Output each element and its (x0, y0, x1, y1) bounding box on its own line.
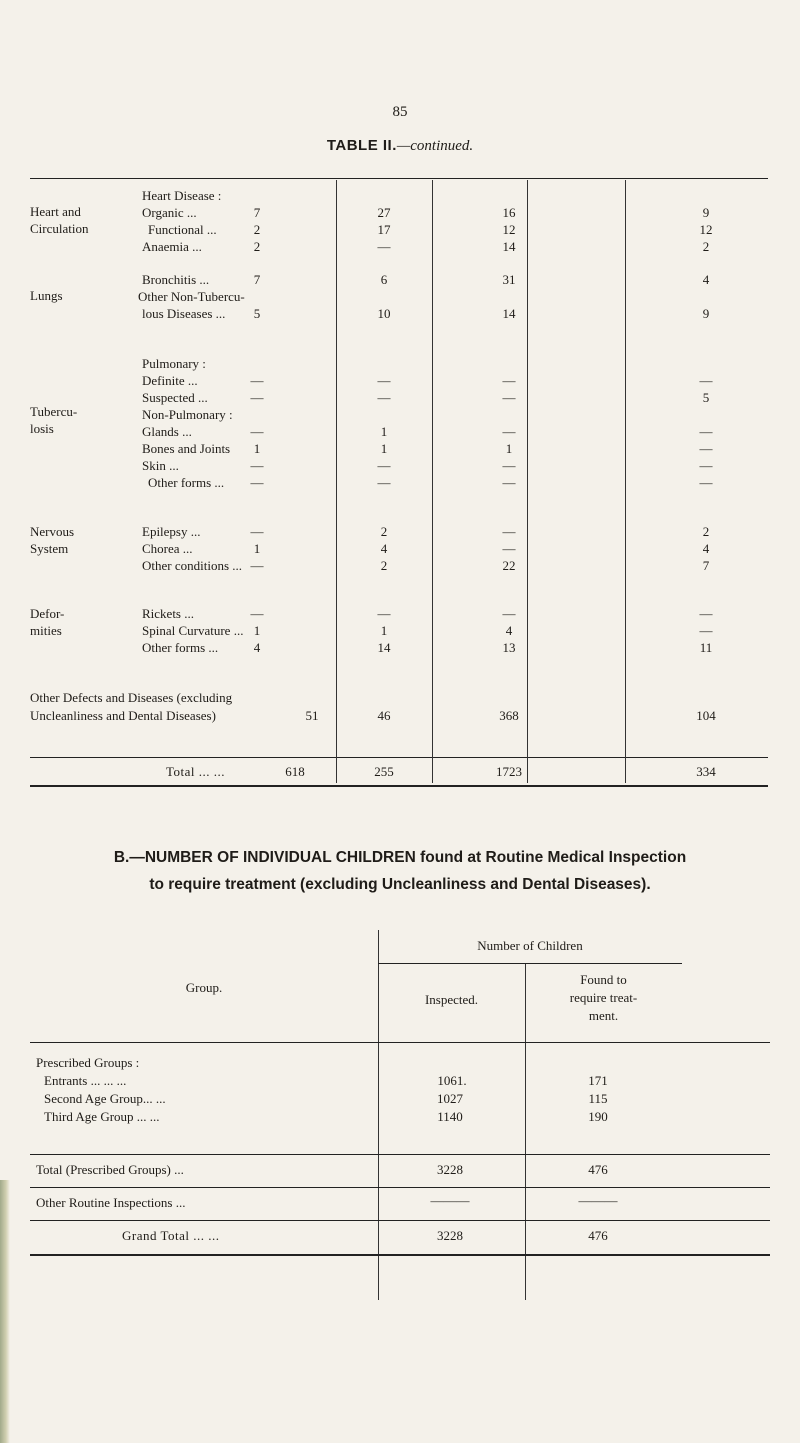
row-label: Entrants ... ... ... (44, 1073, 127, 1088)
cell: 4 (380, 541, 388, 556)
cell: — (699, 475, 713, 490)
cell: 5 (253, 306, 261, 321)
caption-label: TABLE II. (326, 137, 397, 154)
cell: 1 (253, 541, 261, 556)
other-rule (30, 1187, 770, 1188)
row-label: Chorea ... (142, 541, 193, 556)
group-label-deformities: Defor- mities (30, 606, 65, 638)
cell: — (250, 606, 264, 621)
table-ii (30, 176, 768, 816)
col-divider-2 (432, 180, 433, 783)
page-edge-stain (0, 1180, 10, 1443)
cell: — (502, 458, 516, 473)
cell: 27 (377, 205, 391, 220)
cell: — (699, 373, 713, 388)
prescribed-label: Prescribed Groups : (36, 1055, 140, 1070)
cell: 46 (377, 708, 391, 723)
cell: 2 (702, 524, 710, 539)
cell-found: 115 (588, 1091, 608, 1106)
cell: — (250, 424, 264, 439)
cell-found: 190 (588, 1109, 608, 1124)
cell-inspected: 1140 (437, 1109, 463, 1124)
cell: — (502, 541, 516, 556)
cell: 2 (702, 239, 710, 254)
group-label-nervous: Nervous System (30, 524, 75, 556)
cell-inspected: 3228 (437, 1228, 463, 1243)
cell: 4 (253, 640, 261, 655)
cell: 255 (374, 764, 394, 779)
row-label: Epilepsy ... (142, 524, 201, 539)
group-label-lungs: Lungs (30, 288, 63, 303)
cell: 1 (380, 424, 388, 439)
cell: 14 (502, 306, 516, 321)
header-split-rule (378, 963, 682, 964)
cell: — (502, 424, 516, 439)
row-label: Organic ... (142, 205, 197, 220)
cell: 2 (380, 524, 388, 539)
cell-found: ——— (578, 1193, 618, 1208)
row-label: Functional ... (148, 222, 217, 237)
cell: 22 (502, 558, 516, 573)
cell: 618 (285, 764, 305, 779)
top-rule (30, 178, 768, 179)
col-divider-1 (336, 180, 337, 783)
total-prescribed-label: Total (Prescribed Groups) ... (36, 1162, 184, 1177)
section-b-title-line1: B.—NUMBER OF INDIVIDUAL CHILDREN found at Routine Medical Inspection (113, 849, 687, 866)
cell: 1 (253, 441, 261, 456)
row-label: Other conditions ... (142, 558, 243, 573)
row-label: Other Non-Tubercu- (138, 289, 245, 304)
cell: — (502, 475, 516, 490)
cell: 16 (502, 205, 516, 220)
grand-rule (30, 1220, 770, 1221)
cell: — (250, 475, 264, 490)
cell: — (699, 441, 713, 456)
header-found: Found to require treat- ment. (569, 972, 638, 1023)
row-label: Bronchitis ... (142, 272, 210, 287)
table-caption (0, 137, 800, 155)
cell-inspected: ——— (430, 1193, 470, 1208)
cell: — (699, 606, 713, 621)
cell: — (699, 424, 713, 439)
cell: 9 (702, 306, 710, 321)
total-rule (30, 1154, 770, 1155)
cell: — (699, 458, 713, 473)
other-defects-label: Other Defects and Diseases (excluding Uncleanliness and Dental Diseases) (30, 690, 233, 723)
cell: 51 (305, 708, 319, 723)
cell: 14 (502, 239, 516, 254)
cell-found: 476 (588, 1228, 608, 1243)
cell: 334 (696, 764, 716, 779)
cell: — (250, 524, 264, 539)
cell: — (699, 623, 713, 638)
cell: — (250, 458, 264, 473)
cell: — (502, 524, 516, 539)
other-routine-label: Other Routine Inspections ... (36, 1195, 186, 1210)
cell: — (502, 606, 516, 621)
cell: 6 (380, 272, 388, 287)
cell: 2 (253, 239, 261, 254)
cell: — (250, 373, 264, 388)
total-top-rule (30, 757, 768, 758)
cell: — (377, 239, 391, 254)
cell: 10 (377, 306, 391, 321)
row-label: Skin ... (142, 458, 179, 473)
bottom-rule (30, 1254, 770, 1256)
page-number: 85 (392, 104, 408, 120)
cell: 14 (377, 640, 391, 655)
cell: 368 (499, 708, 519, 723)
row-label: Anaemia ... (142, 239, 202, 254)
row-label: Pulmonary : (142, 356, 206, 371)
cell-inspected: 3228 (437, 1162, 463, 1177)
cell: 4 (702, 541, 710, 556)
row-label: Other forms ... (148, 475, 225, 490)
group-label-heart: Heart and Circulation (30, 204, 89, 236)
cell: 12 (502, 222, 516, 237)
cell: 1 (380, 441, 388, 456)
cell: 1 (253, 623, 261, 638)
cell: 7 (253, 205, 261, 220)
cell: 1723 (496, 764, 522, 779)
cell: 2 (253, 222, 261, 237)
cell: 1 (380, 623, 388, 638)
cell: 2 (380, 558, 388, 573)
cell: 4 (505, 623, 513, 638)
group-label-tuberculosis: Tubercu- losis (30, 404, 78, 436)
row-label: Spinal Curvature ... (142, 623, 244, 638)
row-label: lous Diseases ... (142, 306, 226, 321)
cell-inspected: 1027 (437, 1091, 463, 1106)
row-label: Heart Disease : (142, 188, 222, 203)
header-group: Group. (185, 980, 223, 995)
row-label: Non-Pulmonary : (142, 407, 233, 422)
caption-suffix: —continued. (396, 138, 474, 154)
cell-inspected: 1061. (437, 1073, 467, 1088)
row-label: Third Age Group ... ... (44, 1109, 160, 1124)
header-bottom-rule (30, 1042, 770, 1043)
cell: 13 (502, 640, 516, 655)
cell: — (250, 558, 264, 573)
cell: 4 (702, 272, 710, 287)
col-divider-4 (625, 180, 626, 783)
cell: — (377, 373, 391, 388)
cell: 12 (699, 222, 713, 237)
table-b (30, 930, 770, 1300)
cell: 7 (253, 272, 261, 287)
total-label: Total ... ... (166, 764, 226, 779)
cell: 9 (702, 205, 710, 220)
cell-found: 476 (588, 1162, 608, 1177)
cell: 104 (696, 708, 716, 723)
cell: — (250, 390, 264, 405)
cell: — (377, 606, 391, 621)
cell: 5 (702, 390, 710, 405)
row-label: Definite ... (142, 373, 198, 388)
cell: — (377, 390, 391, 405)
cell: 1 (505, 441, 513, 456)
cell: — (502, 390, 516, 405)
row-label: Suspected ... (142, 390, 208, 405)
cell: — (377, 458, 391, 473)
grand-total-label: Grand Total ... ... (122, 1228, 220, 1243)
cell: — (377, 475, 391, 490)
row-label: Bones and Joints (142, 441, 231, 456)
header-inspected: Inspected. (424, 992, 479, 1007)
cell-found: 171 (588, 1073, 608, 1088)
col-divider-1 (378, 930, 379, 1300)
row-label: Rickets ... (142, 606, 194, 621)
row-label: Second Age Group... ... (44, 1091, 166, 1106)
cell: 17 (377, 222, 391, 237)
cell: 11 (699, 640, 713, 655)
cell: — (502, 373, 516, 388)
cell: 7 (702, 558, 710, 573)
bottom-rule (30, 785, 768, 787)
header-number-of-children: Number of Children (477, 938, 583, 953)
row-label: Other forms ... (142, 640, 219, 655)
section-b-title-line2: to require treatment (excluding Uncleanliness and Dental Diseases). (149, 876, 651, 893)
row-label: Glands ... (142, 424, 192, 439)
cell: 31 (502, 272, 516, 287)
